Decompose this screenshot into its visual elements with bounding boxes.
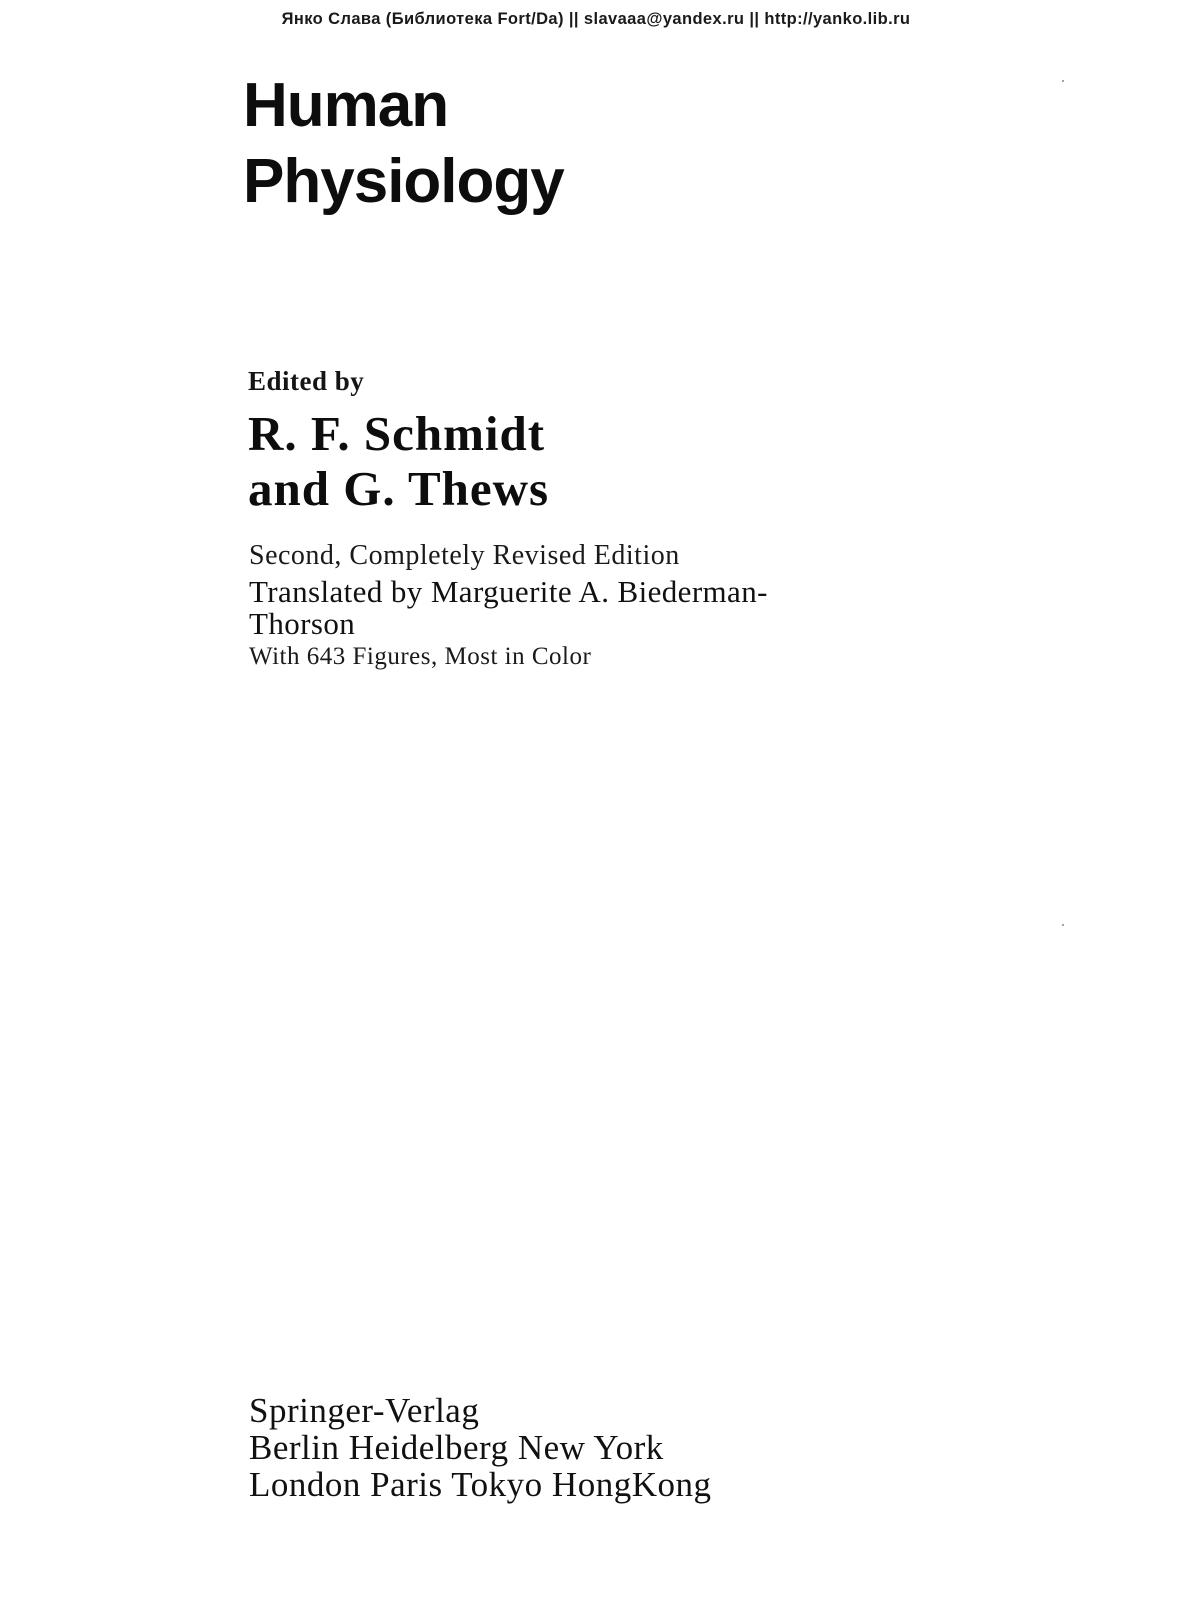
publisher-cities-line-2: London Paris Tokyo HongKong [249, 1465, 712, 1504]
edition-statement: Second, Completely Revised Edition [249, 540, 680, 571]
book-title-line-1: Human [243, 71, 449, 140]
publisher-cities-line-1: Berlin Heidelberg New York [249, 1428, 664, 1467]
editors-line-1: R. F. Schmidt [248, 406, 546, 461]
publisher-block [249, 1392, 711, 1503]
editors-line-2: and G. Thews [248, 461, 550, 516]
scan-speck [1062, 924, 1064, 926]
figures-statement: With 643 Figures, Most in Color [249, 643, 592, 670]
edited-by-label: Edited by [248, 366, 365, 396]
watermark-header: Янко Слава (Библиотека Fort/Da) || slavaaa@yandex.ru || http://yanko.lib.ru [281, 10, 911, 28]
book-title-line-2: Physiology [243, 147, 564, 216]
editors [248, 406, 549, 516]
publisher-name: Springer-Verlag [249, 1391, 480, 1430]
book-title [243, 68, 564, 220]
scan-speck [1062, 80, 1064, 82]
translator-statement: Translated by Marguerite A. Biederman-Thorson [249, 574, 768, 641]
